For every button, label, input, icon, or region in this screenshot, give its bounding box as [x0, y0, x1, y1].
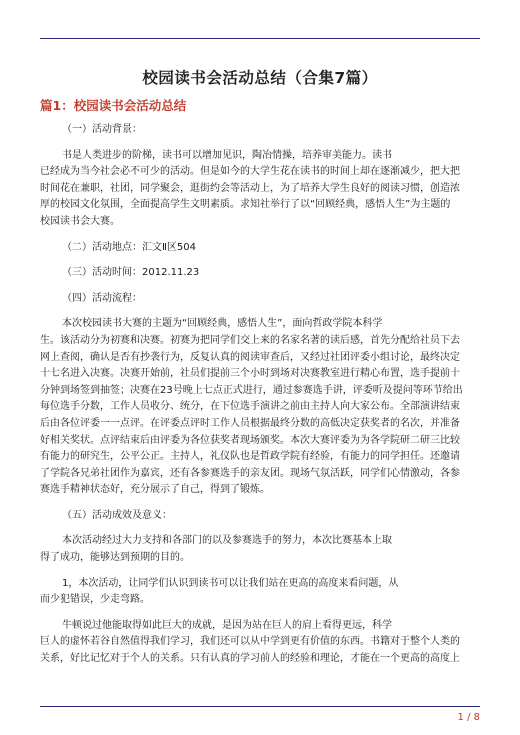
- text-line: 时间花在兼职，社团，同学聚会，逛街约会等活动上，为了培养大学生良好的阅读习惯，创造浓: [40, 182, 460, 194]
- location-block: [40, 240, 482, 257]
- result-heading-block: [40, 508, 482, 525]
- background-heading: （一）活动背景：: [62, 124, 142, 135]
- background-paragraph: [40, 148, 482, 231]
- document-body: [40, 122, 482, 677]
- text-line: 巨人的虚怀若谷自然值得我们学习，我们还可以从中学到更有价值的东西。书籍对于整个人类的: [40, 636, 460, 648]
- text-line: 得了成功，能够达到预期的目的。: [40, 552, 190, 564]
- time-line: （三）活动时间：2012.11.23: [62, 267, 200, 279]
- text-line: 本次校园读书大赛的主题为“回顾经典，感悟人生”，面向哲政学院本科学: [62, 318, 383, 330]
- text-line: 书是人类进步的阶梯，读书可以增加见识，陶冶情操，培养审美能力。读书: [62, 149, 392, 161]
- flow-heading-block: [40, 291, 482, 308]
- text-line: 本次活动经过大力支持和各部门的以及参赛选手的努力，本次比赛基本上取: [62, 535, 392, 547]
- text-line: 每位选手分数，工作人员收分、统分，在下位选手演讲之前由主持人向大家公布。全部演讲结束: [40, 401, 460, 413]
- flow-heading: （四）活动流程：: [62, 292, 142, 304]
- text-line: 十七名进入决赛。决赛开始前，社员们提前三个小时到场对决赛教室进行精心布置，选手提前十: [40, 368, 460, 380]
- location-line: （二）活动地点：汇文Ⅱ区504: [62, 241, 197, 253]
- background-heading-block: [40, 122, 482, 139]
- footer-rule: [40, 706, 480, 707]
- text-line: 有能力的研究生，公平公正。主持人，礼仪队也是哲政学院有经验，有能力的同学担任。还邀请: [40, 451, 460, 463]
- text-line: 好相关奖状。点评结束后由评委为各位获奖者现场颁奖。本次大赛评委为为各学院研二研三比较: [40, 434, 460, 446]
- page-number: 1 / 8: [457, 712, 480, 723]
- point-one-paragraph: [40, 576, 482, 609]
- flow-paragraph: [40, 316, 482, 499]
- text-line: 已经成为当今社会必不可少的活动。但是如今的大学生花在读书的时间上却在逐渐减少，把大把: [40, 166, 460, 178]
- text-line: 牛顿说过他能取得如此巨大的成就，是因为站在巨人的肩上看得更远，科学: [62, 619, 392, 631]
- text-line: 而少犯错误，少走弯路。: [40, 594, 150, 606]
- text-line: 了学院各兄弟社团作为嘉宾，还有各参赛选手的亲友团。现场气氛活跃，同学们心情激动，各参: [40, 467, 460, 479]
- text-line: 校园读书会大赛。: [40, 215, 120, 227]
- text-line: 生。该活动分为初赛和决赛。初赛为把同学们交上来的名家名著的读后感，首先分配给社员下去: [40, 334, 460, 346]
- text-line: 赛选手精神状态好，充分展示了自己，得到了锻炼。: [40, 484, 270, 496]
- header-rule: [40, 38, 480, 39]
- time-block: [40, 265, 482, 282]
- result-heading: （五）活动成效及意义：: [62, 509, 172, 521]
- text-line: 关系，好比记忆对于个人的关系。只有认真的学习前人的经验和理论，才能在一个更高的高度上: [40, 653, 460, 665]
- page-title: 校园读书会活动总结（合集7篇）: [142, 69, 378, 87]
- quote-paragraph: [40, 618, 482, 668]
- text-line: 分钟到场签到抽签；决赛在23号晚上七点正式进行，通过参赛选手讲，评委听及提问等环节给出: [40, 384, 463, 396]
- text-line: 后由各位评委一一点评。在评委点评时工作人员根据最终分数的高低决定获奖者的名次，并准备: [40, 417, 460, 429]
- text-line: 厚的校园文化氛围，全面提高学生文明素质。求知社举行了以“回顾经典，感悟人生”为主题的: [40, 199, 451, 211]
- text-line: 1，本次活动，让同学们认识到读书可以让我们站在更高的高度来看问题，从: [62, 577, 399, 589]
- text-line: 网上查阅，确认是否有抄袭行为，反复认真的阅读审查后，又经过社团评委小组讨论，最终决定: [40, 351, 460, 363]
- section-title: 篇1：校园读书会活动总结: [40, 98, 187, 113]
- result-paragraph: [40, 533, 482, 566]
